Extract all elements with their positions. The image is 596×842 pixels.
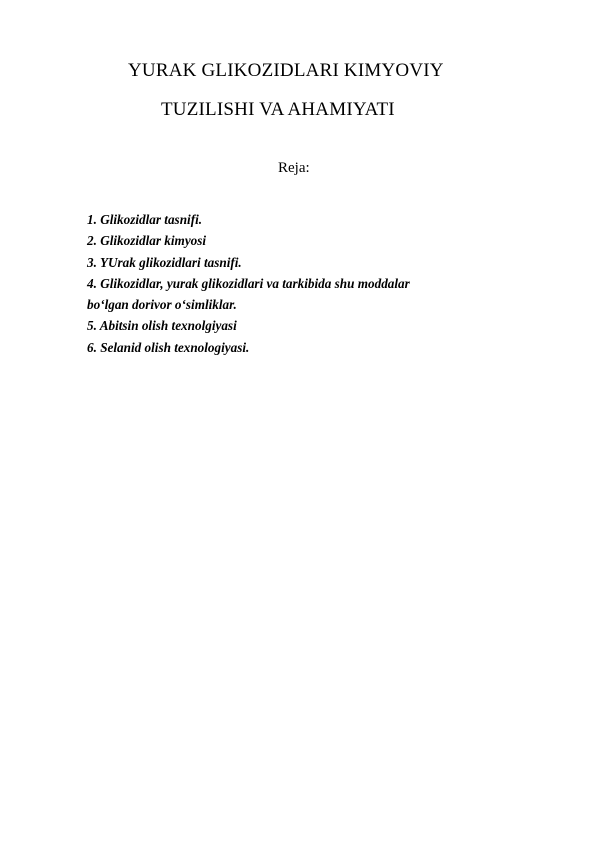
plan-item: 3. YUrak glikozidlari tasnifi. (87, 254, 242, 270)
document-title-line-2: TUZILISHI VA AHAMIYATI (161, 99, 395, 120)
plan-item: 4. Glikozidlar, yurak glikozidlari va tarkibida shu moddalar (87, 275, 410, 291)
plan-item: 2. Glikozidlar kimyosi (87, 233, 207, 249)
plan-item: 5. Abitsin olish texnolgiyasi (87, 318, 237, 334)
plan-heading: Reja: (278, 160, 310, 176)
plan-item-continuation: bo‘lgan dorivor o‘simliklar. (87, 297, 237, 313)
plan-list (87, 209, 527, 358)
plan-item: 1. Glikozidlar tasnifi. (87, 212, 203, 227)
document-title-line-1: YURAK GLIKOZIDLARI KIMYOVIY (128, 60, 444, 81)
plan-item: 6. Selanid olish texnologiyasi. (87, 339, 250, 355)
